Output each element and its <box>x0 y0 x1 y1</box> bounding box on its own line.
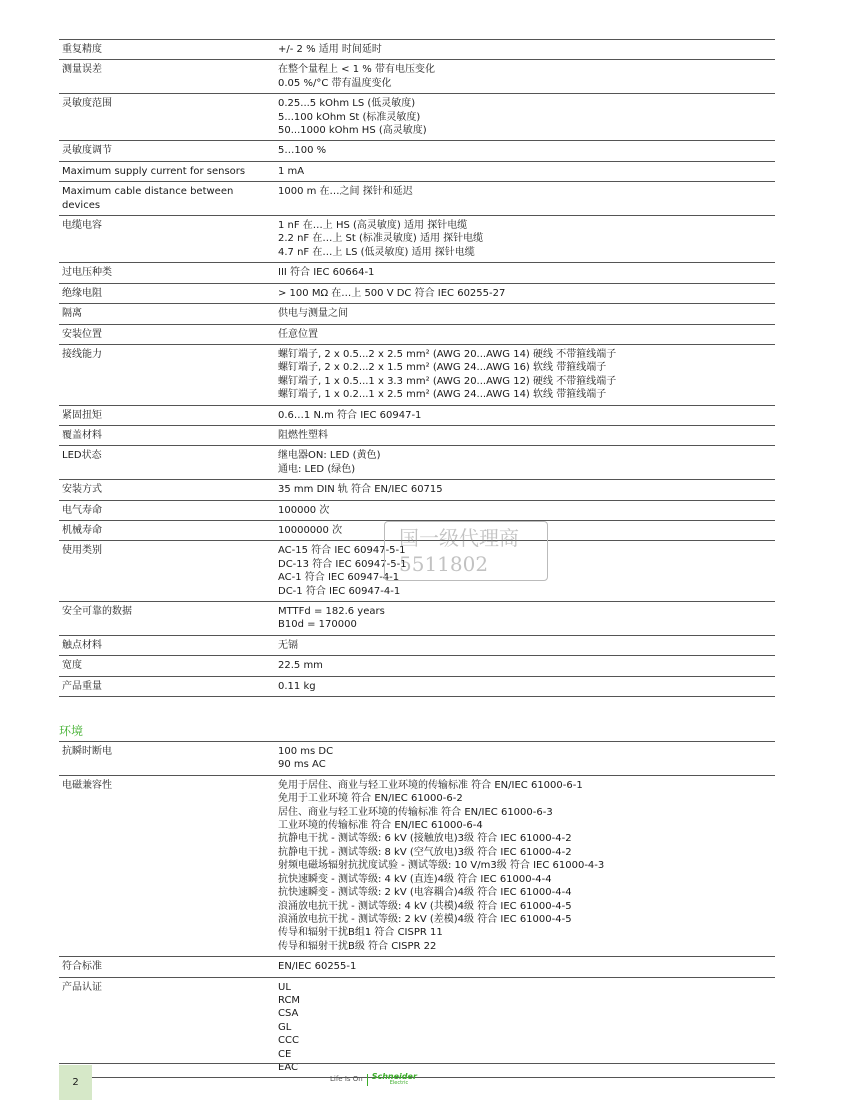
spec-label: 触点材料 <box>62 639 102 651</box>
spec-value-line: 90 ms AC <box>278 759 326 771</box>
brand-name: Schneider <box>371 1072 417 1081</box>
spec-value-line: 传导和辐射干扰B组1 符合 CISPR 11 <box>278 927 443 939</box>
spec-value-line: 4.7 nF 在…上 LS (低灵敏度) 适用 探针电缆 <box>278 246 475 258</box>
spec-value <box>278 43 775 56</box>
spec-value <box>278 348 775 402</box>
spec-label: 电气寿命 <box>62 504 102 516</box>
brand-logo <box>330 1073 417 1087</box>
spec-value <box>278 639 775 652</box>
spec-row <box>59 181 775 215</box>
schneider-logo <box>372 1073 417 1087</box>
spec-value-line: > 100 MΩ 在…上 500 V DC 符合 IEC 60255-27 <box>278 287 506 299</box>
spec-value-line: 抗快速瞬变 - 测试等级: 4 kV (直连)4级 符合 IEC 61000-4-4 <box>278 873 552 885</box>
spec-label: 使用类别 <box>62 545 102 557</box>
spec-value-line: EAC <box>278 1061 298 1073</box>
table-divider <box>59 1077 775 1078</box>
spec-row <box>59 425 775 445</box>
spec-value-line: B10d = 170000 <box>278 619 357 631</box>
spec-value-line: 1 mA <box>278 165 305 177</box>
spec-value <box>278 97 775 137</box>
spec-label: Maximum supply current for sensors <box>62 165 246 177</box>
spec-label: 产品认证 <box>62 981 102 993</box>
spec-row <box>59 93 775 140</box>
watermark-line: 国一级代理商 <box>399 526 519 550</box>
spec-value-line: 供电与测量之间 <box>278 308 348 320</box>
brand-sub: Electric <box>389 1080 409 1086</box>
spec-label: LED状态 <box>62 450 102 462</box>
spec-value-line: CSA <box>278 1008 299 1020</box>
spec-value <box>278 287 775 300</box>
spec-label: 电缆电容 <box>62 220 102 232</box>
spec-value-line: 抗快速瞬变 - 测试等级: 2 kV (电容耦合)4级 符合 IEC 61000-4-4 <box>278 887 572 899</box>
spec-row <box>59 956 775 976</box>
spec-label: 宽度 <box>62 660 82 672</box>
spec-value-line: 传导和辐射干扰B级 符合 CISPR 22 <box>278 940 437 952</box>
spec-row <box>59 324 775 344</box>
spec-row <box>59 445 775 479</box>
spec-value-line: 继电器ON: LED (黄色) <box>278 450 381 462</box>
spec-value <box>278 779 775 953</box>
table-divider <box>59 696 775 697</box>
spec-value-line: 任意位置 <box>278 328 318 340</box>
spec-label: 灵敏度范围 <box>62 98 112 110</box>
spec-row <box>59 741 775 775</box>
spec-value-line: RCM <box>278 994 301 1006</box>
spec-value-line: III 符合 IEC 60664-1 <box>278 267 375 279</box>
brand-separator <box>367 1074 368 1086</box>
spec-label: 覆盖材料 <box>62 429 102 441</box>
spec-row <box>59 676 775 696</box>
spec-value-line: 5...100 kOhm St (标准灵敏度) <box>278 111 421 123</box>
spec-value-line: DC-13 符合 IEC 60947-5-1 <box>278 558 407 570</box>
spec-label: 机械寿命 <box>62 524 102 536</box>
footer-divider <box>59 1063 775 1064</box>
spec-value-line: DC-1 符合 IEC 60947-4-1 <box>278 585 401 597</box>
spec-value-line: 5…100 % <box>278 145 327 157</box>
spec-label: 测量误差 <box>62 64 102 76</box>
spec-value-line: 1 nF 在…上 HS (高灵敏度) 适用 探针电缆 <box>278 220 468 232</box>
spec-label: 隔离 <box>62 308 82 320</box>
spec-value-line: 50...1000 kOhm HS (高灵敏度) <box>278 125 427 137</box>
spec-value-line: 0.6…1 N.m 符合 IEC 60947-1 <box>278 409 422 421</box>
page-number: 2 <box>59 1065 92 1100</box>
spec-value-line: AC-15 符合 IEC 60947-5-1 <box>278 545 406 557</box>
spec-value <box>278 680 775 693</box>
spec-value <box>278 144 775 157</box>
environment-table <box>59 741 775 1077</box>
spec-label: 过电压种类 <box>62 267 112 279</box>
spec-value-line: EN/IEC 60255-1 <box>278 961 357 973</box>
spec-value-line: 0.05 %/°C 带有温度变化 <box>278 77 392 89</box>
spec-label: 绝缘电阻 <box>62 287 102 299</box>
spec-value-line: 0.25...5 kOhm LS (低灵敏度) <box>278 98 416 110</box>
spec-label: 抗瞬时断电 <box>62 746 112 758</box>
spec-value-line: 螺钉端子, 2 x 0.2...2 x 1.5 mm² (AWG 24...AWG 16) 软线 带箍线端子 <box>278 362 607 374</box>
spec-row <box>59 500 775 520</box>
spec-label: 接线能力 <box>62 348 102 360</box>
spec-label: Maximum cable distance between devices <box>62 186 234 211</box>
spec-value <box>278 266 775 279</box>
spec-value-line: +/- 2 % 适用 时间延时 <box>278 44 382 55</box>
spec-label: 安全可靠的数据 <box>62 606 132 617</box>
spec-value <box>278 504 775 517</box>
spec-value <box>278 307 775 320</box>
spec-row <box>59 303 775 323</box>
spec-value-line: 螺钉端子, 1 x 0.2...1 x 2.5 mm² (AWG 24...AWG 14) 软线 带箍线端子 <box>278 389 607 401</box>
spec-value <box>278 165 775 178</box>
spec-value-line: 螺钉端子, 2 x 0.5...2 x 2.5 mm² (AWG 20...AWG 14) 硬线 不带箍线端子 <box>278 348 617 360</box>
spec-label: 紧固扭矩 <box>62 409 102 421</box>
spec-row <box>59 161 775 181</box>
spec-label: 安装方式 <box>62 484 102 496</box>
spec-value-line: 22.5 mm <box>278 660 323 672</box>
spec-value-line: 通电: LED (绿色) <box>278 463 356 475</box>
spec-value-line: 在整个量程上 < 1 % 带有电压变化 <box>278 64 435 76</box>
spec-row <box>59 215 775 262</box>
spec-value-line: 螺钉端子, 1 x 0.5...1 x 3.3 mm² (AWG 20...AWG 12) 硬线 不带箍线端子 <box>278 375 617 387</box>
spec-row <box>59 655 775 675</box>
spec-value-line: AC-1 符合 IEC 60947-4-1 <box>278 572 400 584</box>
spec-value-line: 工业环境的传输标准 符合 EN/IEC 61000-6-4 <box>278 820 483 832</box>
spec-value-line: 免用于居住、商业与轻工业环境的传输标准 符合 EN/IEC 61000-6-1 <box>278 779 583 791</box>
spec-value <box>278 328 775 341</box>
spec-row <box>59 140 775 160</box>
spec-row <box>59 344 775 405</box>
spec-row <box>59 283 775 303</box>
spec-value <box>278 981 775 1075</box>
spec-value-line: MTTFd = 182.6 years <box>278 606 385 617</box>
spec-label: 符合标准 <box>62 961 102 973</box>
spec-label: 电磁兼容性 <box>62 779 112 791</box>
spec-row <box>59 775 775 956</box>
spec-value <box>278 605 775 632</box>
spec-value <box>278 429 775 442</box>
spec-value-line: CE <box>278 1048 292 1060</box>
spec-value <box>278 960 775 973</box>
spec-value-line: 抗静电干扰 - 测试等级: 6 kV (接触放电)3级 符合 IEC 61000-4-2 <box>278 833 572 845</box>
spec-value <box>278 659 775 672</box>
spec-row <box>59 635 775 655</box>
spec-row <box>59 59 775 93</box>
spec-value-line: 1000 m 在…之间 探针和延迟 <box>278 186 413 198</box>
spec-value <box>278 185 775 212</box>
spec-table <box>59 39 775 696</box>
section-title-environment: 环境 <box>59 724 84 739</box>
spec-value-line: 射频电磁场辐射抗扰度试验 - 测试等级: 10 V/m3级 符合 IEC 61000-4-3 <box>278 860 605 872</box>
spec-value-line: 无镉 <box>278 639 298 651</box>
spec-value-line: 免用于工业环境 符合 EN/IEC 61000-6-2 <box>278 793 463 805</box>
spec-value-line: 0.11 kg <box>278 680 316 692</box>
spec-value <box>278 449 775 476</box>
spec-row <box>59 39 775 59</box>
spec-value-line: 居住、商业与轻工业环境的传输标准 符合 EN/IEC 61000-6-3 <box>278 806 553 818</box>
brand-tagline: Life Is On <box>330 1075 363 1084</box>
spec-row <box>59 601 775 635</box>
spec-row <box>59 479 775 499</box>
spec-value-line: 35 mm DIN 轨 符合 EN/IEC 60715 <box>278 484 443 496</box>
spec-value-line: 阻燃性塑料 <box>278 429 328 441</box>
spec-value-line: CCC <box>278 1035 299 1047</box>
spec-value <box>278 409 775 422</box>
spec-value-line: 10000000 次 <box>278 524 343 536</box>
spec-value <box>278 745 775 772</box>
watermark-stamp <box>384 521 548 581</box>
spec-value-line: 2.2 nF 在…上 St (标准灵敏度) 适用 探针电缆 <box>278 233 484 245</box>
spec-row <box>59 262 775 282</box>
spec-value-line: 100 ms DC <box>278 746 334 758</box>
spec-value-line: 100000 次 <box>278 504 330 516</box>
spec-label: 安装位置 <box>62 328 102 340</box>
spec-value <box>278 219 775 259</box>
spec-row <box>59 405 775 425</box>
spec-value-line: 抗静电干扰 - 测试等级: 8 kV (空气放电)3级 符合 IEC 61000-4-2 <box>278 846 572 858</box>
spec-value-line: UL <box>278 981 291 993</box>
spec-label: 灵敏度调节 <box>62 145 112 157</box>
spec-label: 产品重量 <box>62 680 102 692</box>
spec-value <box>278 483 775 496</box>
spec-value-line: GL <box>278 1021 292 1033</box>
spec-label: 重复精度 <box>62 44 102 55</box>
spec-value-line: 浪涌放电抗干扰 - 测试等级: 2 kV (差模)4级 符合 IEC 61000-4-5 <box>278 913 572 925</box>
spec-value-line: 浪涌放电抗干扰 - 测试等级: 4 kV (共模)4级 符合 IEC 61000-4-5 <box>278 900 572 912</box>
spec-value <box>278 63 775 90</box>
watermark-line: 5511802 <box>399 552 489 576</box>
